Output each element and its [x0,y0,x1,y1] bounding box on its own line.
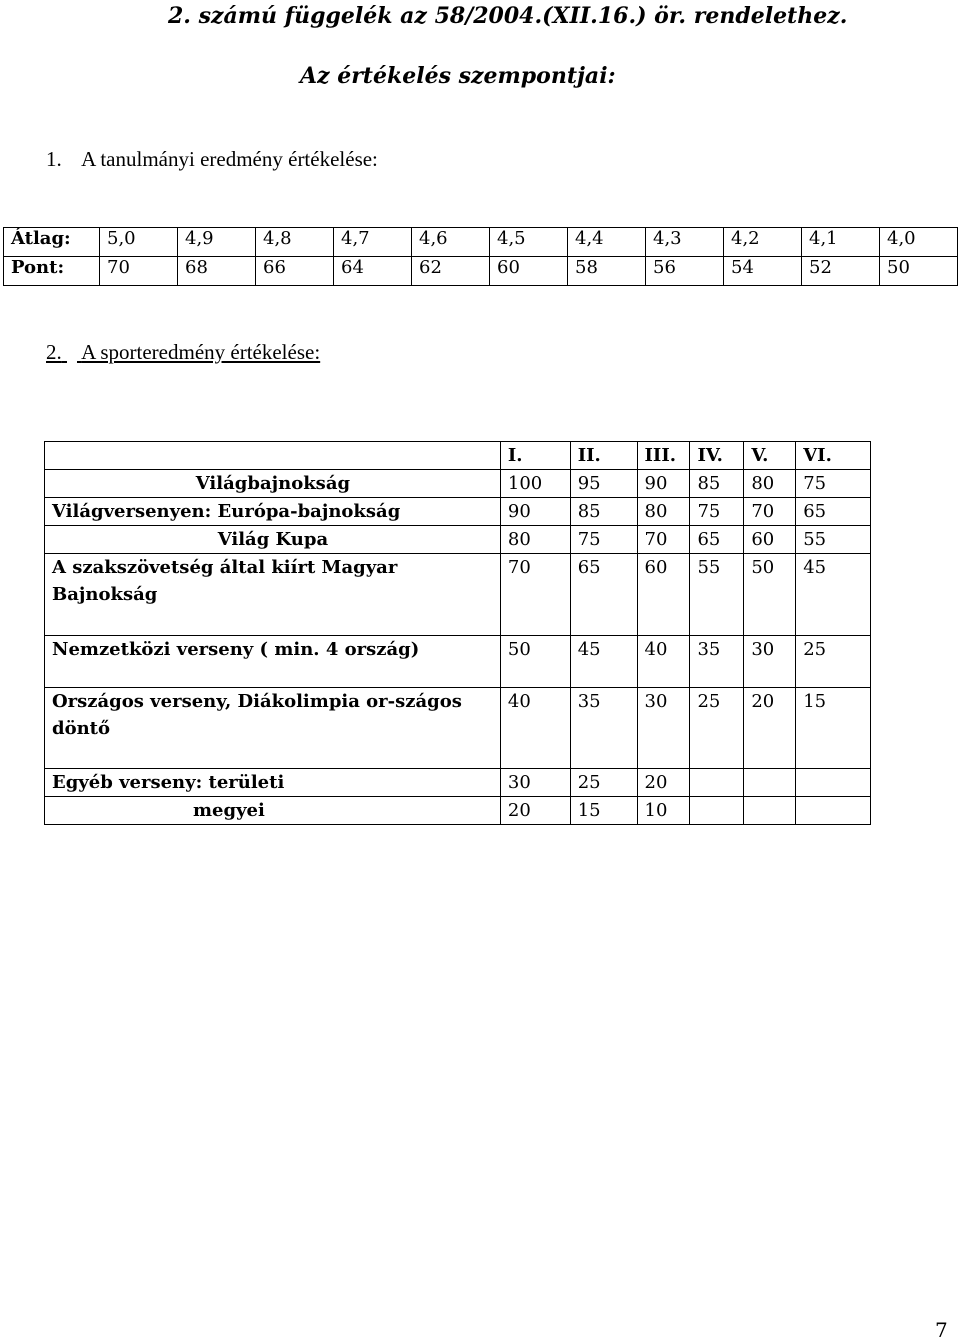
section-2-heading [46,340,320,365]
score-cell [690,797,744,825]
score-cell [796,797,871,825]
score-cell: 30 [637,688,690,769]
score-cell: 45 [796,554,871,636]
score-cell: 35 [690,636,744,688]
average-cell: 4,7 [334,228,412,257]
row-label: Nemzetközi verseny ( min. 4 ország) [45,636,501,688]
row-label: Világversenyen: Európa-bajnokság [45,498,501,526]
sport-row [45,498,871,526]
score-cell [744,769,796,797]
score-cell: 70 [744,498,796,526]
points-cell: 68 [178,257,256,286]
score-cell: 55 [796,526,871,554]
score-cell: 20 [744,688,796,769]
row-label-text: A szakszövetség által kiírt Magyar Bajnokság [52,557,398,605]
row-label: megyei [45,797,501,825]
score-cell [690,769,744,797]
grades-average-row [4,228,958,257]
sport-row [45,688,871,769]
score-cell: 25 [796,636,871,688]
score-cell: 55 [690,554,744,636]
score-cell: 80 [637,498,690,526]
score-cell: 65 [690,526,744,554]
sport-row [45,470,871,498]
score-cell: 45 [570,636,637,688]
section-1-title: A tanulmányi eredmény értékelése: [81,147,378,171]
score-cell: 35 [570,688,637,769]
score-cell: 85 [690,470,744,498]
score-cell: 20 [637,769,690,797]
average-cell: 4,5 [490,228,568,257]
score-cell: 40 [500,688,570,769]
section-2-title: A sporteredmény értékelése: [81,340,321,364]
points-cell: 60 [490,257,568,286]
row-label [45,554,501,636]
score-cell: 60 [637,554,690,636]
document-subtitle: Az értékelés szempontjai: [300,63,616,89]
score-cell: 40 [637,636,690,688]
sport-row [45,554,871,636]
score-cell: 70 [500,554,570,636]
score-cell: 10 [637,797,690,825]
score-cell: 65 [570,554,637,636]
score-cell [744,797,796,825]
score-cell: 20 [500,797,570,825]
score-cell [796,769,871,797]
grades-table [3,227,958,286]
sport-row [45,636,871,688]
average-cell: 4,2 [724,228,802,257]
points-cell: 50 [880,257,958,286]
average-cell: 4,3 [646,228,724,257]
section-1-number: 1. [46,147,62,171]
sport-row [45,797,871,825]
score-cell: 90 [500,498,570,526]
points-cell: 70 [100,257,178,286]
points-cell: 58 [568,257,646,286]
page-number: 7 [935,1318,948,1342]
place-header: VI. [796,442,871,470]
average-cell: 4,0 [880,228,958,257]
place-header: I. [500,442,570,470]
score-cell: 60 [744,526,796,554]
document-title: 2. számú függelék az 58/2004.(XII.16.) ör. rendelethez. [168,3,848,29]
average-cell: 4,6 [412,228,490,257]
score-cell: 70 [637,526,690,554]
score-cell: 15 [796,688,871,769]
sport-row [45,526,871,554]
score-cell: 25 [570,769,637,797]
section-1-heading [46,147,378,172]
average-label: Átlag: [4,228,100,257]
average-cell: 4,9 [178,228,256,257]
header-blank [45,442,501,470]
score-cell: 30 [500,769,570,797]
score-cell: 75 [796,470,871,498]
sport-row [45,769,871,797]
grades-points-row [4,257,958,286]
row-label: Egyéb verseny: területi [45,769,501,797]
score-cell: 100 [500,470,570,498]
place-header: III. [637,442,690,470]
score-cell: 50 [744,554,796,636]
score-cell: 15 [570,797,637,825]
average-cell: 4,8 [256,228,334,257]
score-cell: 50 [500,636,570,688]
score-cell: 95 [570,470,637,498]
sport-table [44,441,871,825]
points-label: Pont: [4,257,100,286]
row-label: Világ Kupa [45,526,501,554]
score-cell: 65 [796,498,871,526]
score-cell: 80 [500,526,570,554]
sport-header-row [45,442,871,470]
average-cell: 4,1 [802,228,880,257]
average-cell: 4,4 [568,228,646,257]
section-2-number: 2. [46,340,62,364]
score-cell: 75 [690,498,744,526]
points-cell: 64 [334,257,412,286]
row-label [45,688,501,769]
place-header: II. [570,442,637,470]
place-header: V. [744,442,796,470]
points-cell: 54 [724,257,802,286]
score-cell: 25 [690,688,744,769]
row-label-text: Országos verseny, Diákolimpia or-szágos döntő [52,691,462,739]
score-cell: 85 [570,498,637,526]
points-cell: 62 [412,257,490,286]
points-cell: 66 [256,257,334,286]
score-cell: 90 [637,470,690,498]
points-cell: 52 [802,257,880,286]
score-cell: 80 [744,470,796,498]
place-header: IV. [690,442,744,470]
score-cell: 75 [570,526,637,554]
average-cell: 5,0 [100,228,178,257]
points-cell: 56 [646,257,724,286]
score-cell: 30 [744,636,796,688]
row-label: Világbajnokság [45,470,501,498]
